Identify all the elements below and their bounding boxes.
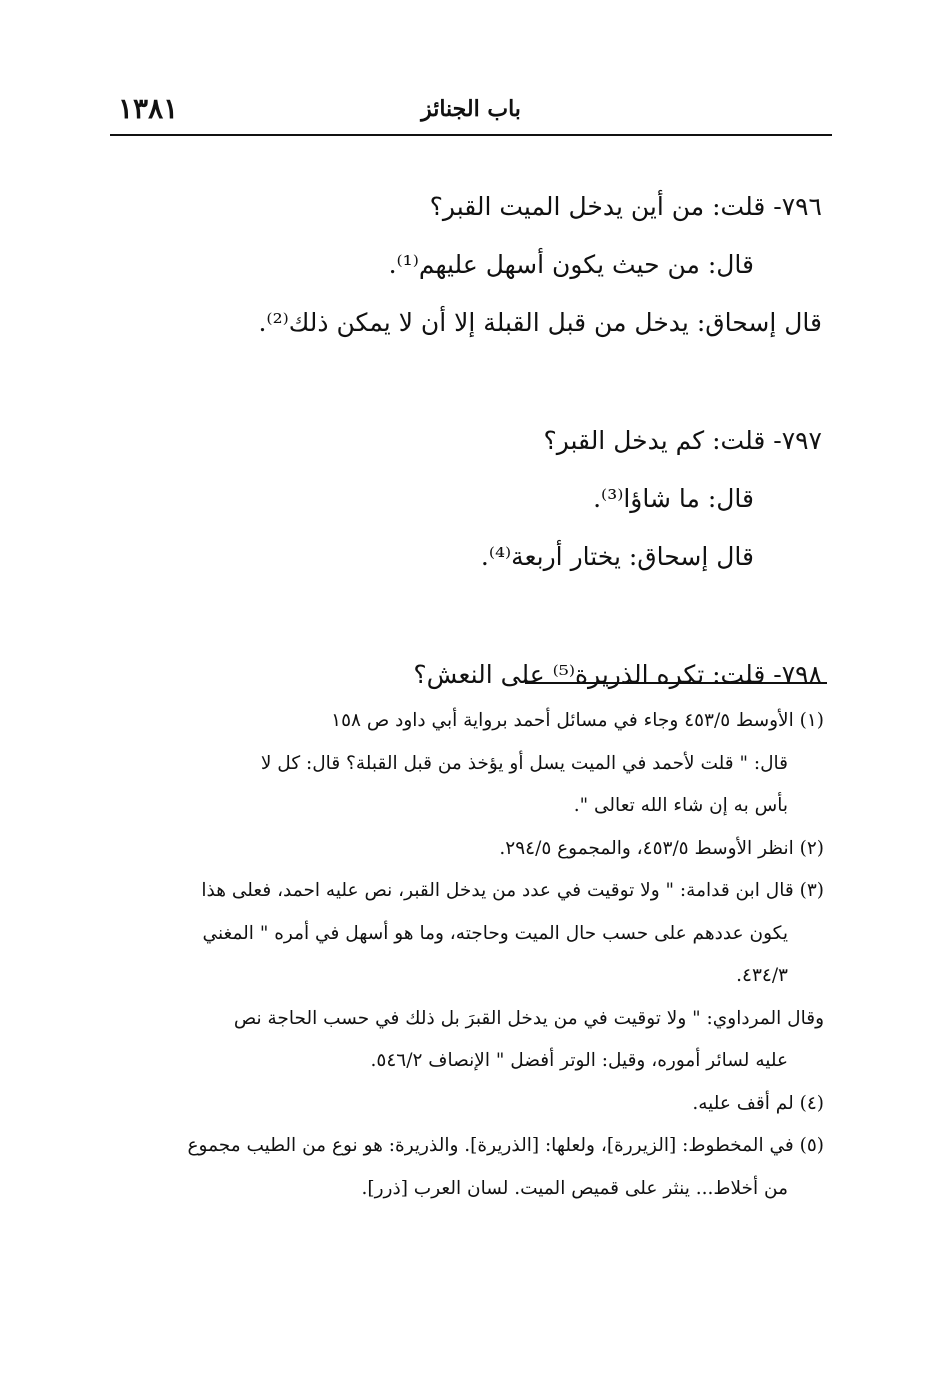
footnote-line: بأس به إن شاء الله تعالى ". — [573, 795, 788, 816]
footnote-line: (٣) قال ابن قدامة: " ولا توقيت في عدد من يدخل القبر، نص عليه احمد، فعلى هذا — [201, 880, 824, 901]
footnote-separator — [525, 682, 827, 684]
text-line: ٧٩٧- قلت: كم يدخل القبر؟ — [543, 426, 822, 455]
footnote-line: (١) الأوسط ٤٥٣/٥ وجاء في مسائل أحمد برواية أبي داود ص ١٥٨ — [331, 710, 824, 731]
main-text — [110, 178, 822, 704]
running-title: باب الجنائز — [421, 96, 521, 122]
text-line: قال: ما شاؤا⁽³⁾. — [593, 484, 754, 513]
text-line: قال: من حيث يكون أسهل عليهم⁽¹⁾. — [388, 250, 754, 279]
text-line: ٧٩٦- قلت: من أين يدخل الميت القبر؟ — [429, 192, 822, 221]
footnote-line: من أخلاط... ينثر على قميص الميت. لسان العرب [ذرر]. — [361, 1177, 788, 1199]
footnote-line: عليه لسائر أموره، وقيل: الوتر أفضل " الإنصاف ٥٤٦/٢. — [370, 1050, 788, 1071]
page-header — [110, 86, 832, 130]
page-number: ١٣٨١ — [118, 92, 179, 125]
text-line: قال إسحاق: يدخل من قبل القبلة إلا أن لا يمكن ذلك⁽²⁾. — [258, 308, 822, 337]
footnotes — [110, 700, 824, 1210]
footnote-line: (٢) انظر الأوسط ٤٥٣/٥، والمجموع ٢٩٤/٥. — [499, 837, 824, 859]
paragraph-gap — [110, 352, 822, 412]
footnote-line: (٥) في المخطوط: [الزيررة]، ولعلها: [الذريرة]. والذريرة: هو نوع من الطيب مجموع — [187, 1135, 824, 1156]
footnote-line: ٤٣٤/٣. — [736, 965, 788, 986]
footnote-line: (٤) لم أقف عليه. — [692, 1092, 824, 1114]
footnote-line: قال: " قلت لأحمد في الميت يسل أو يؤخذ من قبل القبلة؟ قال: كل لا — [260, 752, 788, 774]
text-line: قال إسحاق: يختار أربعة⁽⁴⁾. — [480, 542, 754, 571]
paragraph-gap — [110, 586, 822, 646]
footnote-line: يكون عددهم على حسب حال الميت وحاجته، وما هو أسهل في أمره " المغني — [202, 922, 788, 944]
text-line: ٧٩٨- قلت: تكره الذريرة⁽⁵⁾ على النعش؟ — [413, 660, 822, 689]
header-rule — [110, 134, 832, 136]
footnote-line: وقال المرداوي: " ولا توقيت في من يدخل القبرَ بل ذلك في حسب الحاجة نص — [233, 1007, 824, 1029]
